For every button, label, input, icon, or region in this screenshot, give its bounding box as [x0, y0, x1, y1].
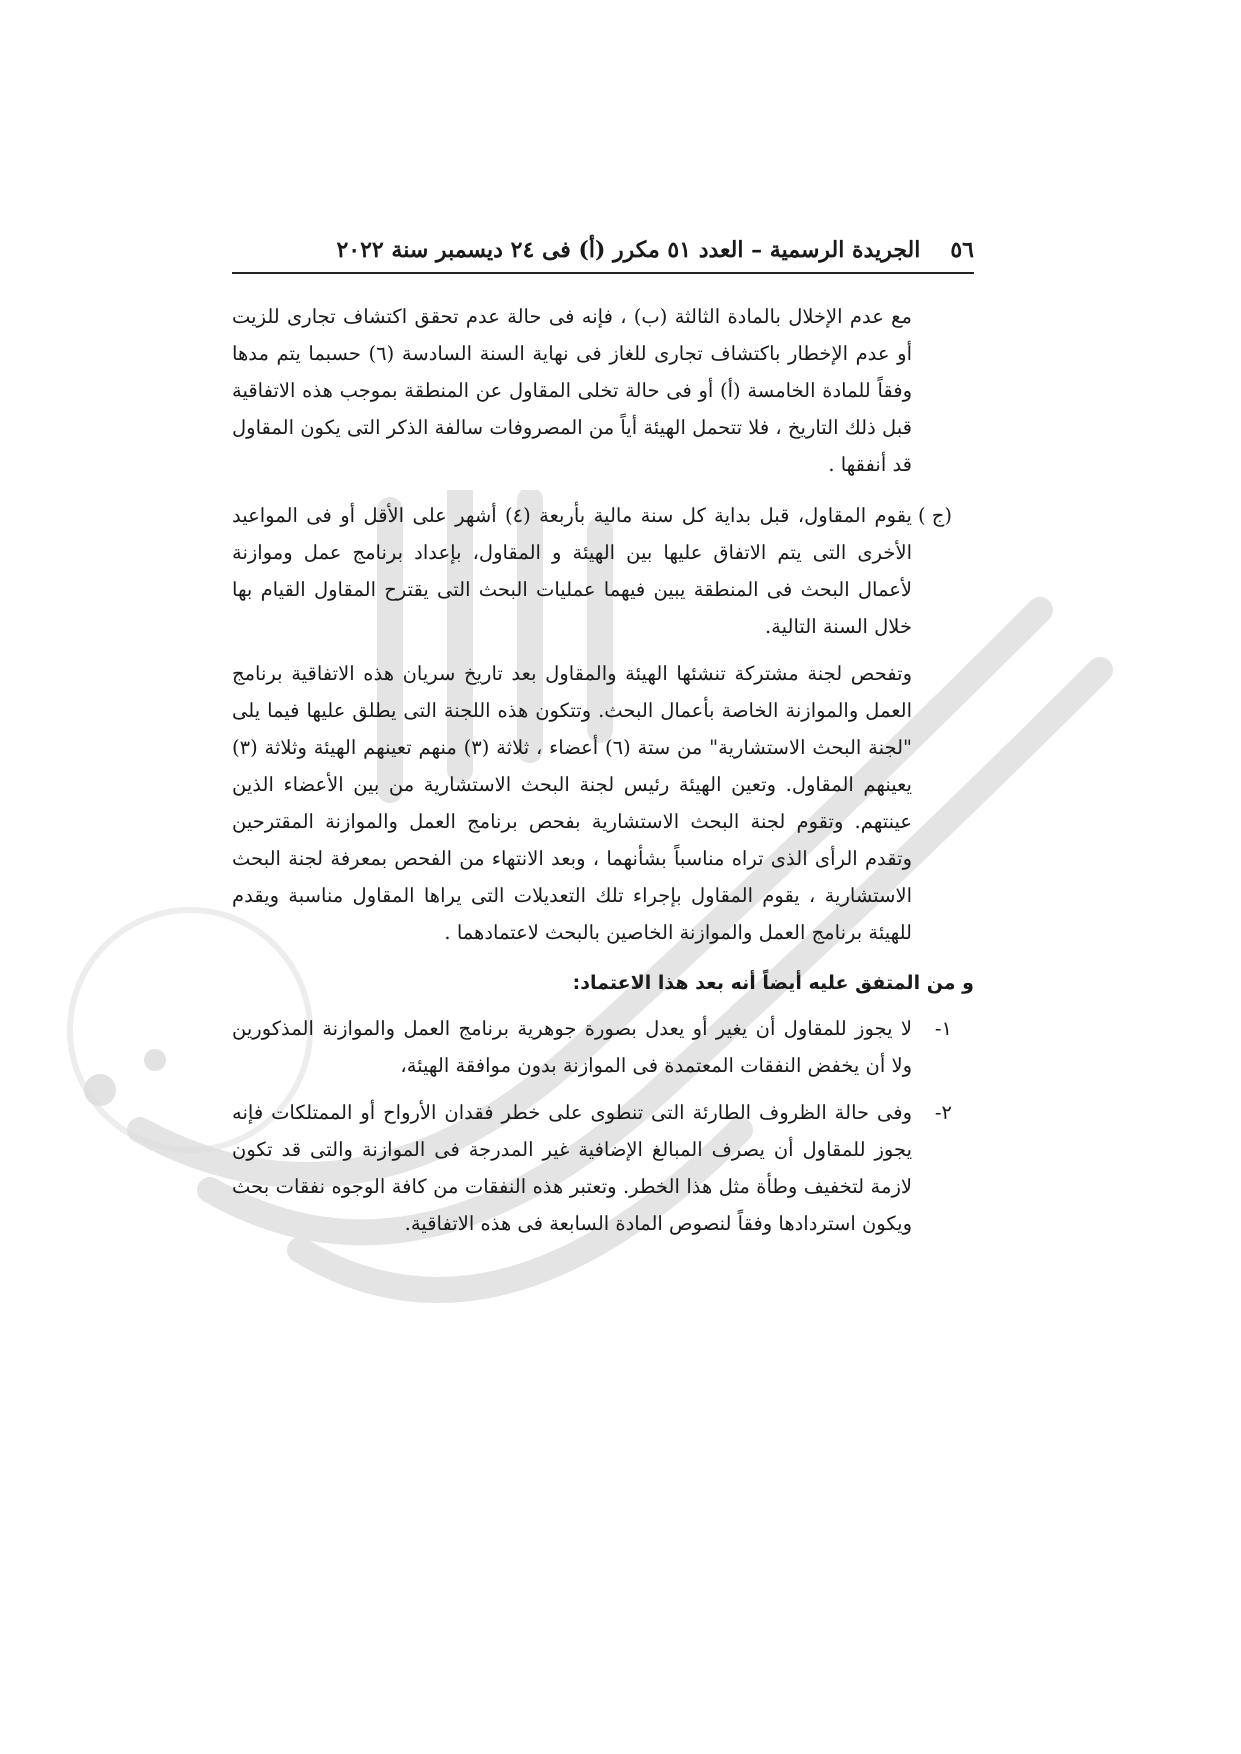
page-number: ٥٦ — [950, 237, 974, 263]
list-item-marker: ١- — [934, 1017, 952, 1040]
clause-c-marker: (ج ) — [917, 504, 952, 527]
clause-c-text: يقوم المقاول، قبل بداية كل سنة مالية بأربعة (٤) أشهر على الأقل أو فى المواعيد الأخرى التى يتم الاتفاق عليها بين الهيئة و المقاول، بإعداد برنامج عمل وموازنة لأعمال البحث فى المنطقة يبين فيهما عمليات البحث التى يقترح المقاول القيام بها خلال السنة التالية. — [232, 504, 912, 638]
list-item — [232, 1010, 974, 1084]
document-body — [232, 298, 974, 1252]
list-item-text: وفى حالة الظروف الطارئة التى تنطوى على خطر فقدان الأرواح أو الممتلكات فإنه يجوز للمقاول أن يصرف المبالغ الإضافية غير المدرجة فى الموازنة والتى قد تكون لازمة لتخفيف وطأة مثل هذا الخطر. وتعتبر هذه النفقات من كافة الوجوه نفقات بحث ويكون استردادها وفقاً لنصوص المادة السابعة فى هذه الاتفاقية. — [232, 1101, 912, 1235]
subheading: و من المتفق عليه أيضاً أنه بعد هذا الاعتماد: — [572, 972, 974, 994]
paragraph-article-note: مع عدم الإخلال بالمادة الثالثة (ب) ، فإنه فى حالة عدم تحقق اكتشاف تجارى للزيت أو عدم الإخطار باكتشاف تجارى للغاز فى نهاية السنة السادسة (٦) حسبما يتم مدها وفقاً للمادة الخامسة (أ) أو فى حالة تخلى المقاول عن المنطقة بموجب هذه الاتفاقية قبل ذلك التاريخ ، فلا تتحمل الهيئة أياً من المصروفات سالفة الذكر التى يكون المقاول قد أنفقها . — [232, 305, 912, 476]
list-item-marker: ٢- — [934, 1101, 952, 1124]
header-title: الجريدة الرسمية – العدد ٥١ مكرر (أ) فى ٢٤ ديسمبر سنة ٢٠٢٢ — [336, 237, 921, 263]
list-item — [232, 1094, 974, 1242]
list-item-text: لا يجوز للمقاول أن يغير أو يعدل بصورة جوهرية برنامج العمل والموازنة المذكورين ولا أن يخفض النفقات المعتمدة فى الموازنة بدون موافقة الهيئة، — [232, 1017, 912, 1077]
clause-c — [232, 497, 974, 645]
paragraph-committee: وتفحص لجنة مشتركة تنشئها الهيئة والمقاول بعد تاريخ سريان هذه الاتفاقية برنامج العمل والموازنة الخاصة بأعمال البحث. وتتكون هذه اللجنة التى يطلق عليها فيما يلى "لجنة البحث الاستشارية" من ستة (٦) أعضاء ، ثلاثة (٣) منهم تعينهم الهيئة وثلاثة (٣) يعينهم المقاول. وتعين الهيئة رئيس لجنة البحث الاستشارية من بين الأعضاء الذين عينتهم. وتقوم لجنة البحث الاستشارية بفحص برنامج العمل والموازنة المقترحين وتقدم الرأى الذى تراه مناسباً بشأنهما ، وبعد الانتهاء من الفحص بمعرفة لجنة البحث الاستشارية ، يقوم المقاول بإجراء تلك التعديلات التى يراها المقاول مناسبة ويقدم للهيئة برنامج العمل والموازنة الخاصين بالبحث لاعتمادهما . — [232, 662, 913, 944]
page-header — [232, 228, 974, 274]
